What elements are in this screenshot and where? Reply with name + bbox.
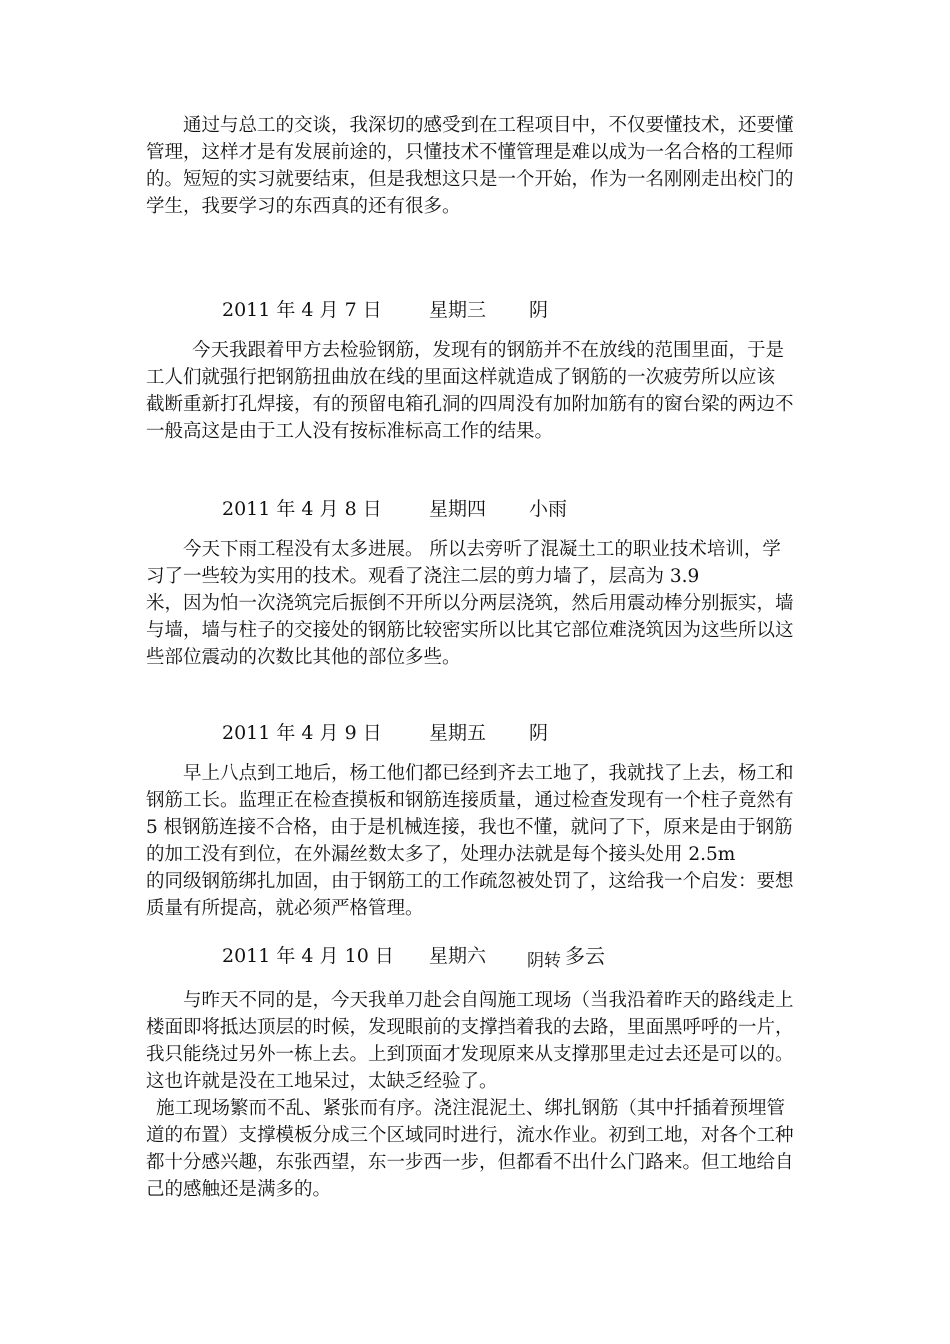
text-line: 都十分感兴趣，东张西望，东一步西一步，但都看不出什么门路来。但工地给自 <box>146 1152 794 1173</box>
text-line: 这也许就是没在工地呆过，太缺乏经验了。 <box>146 1071 498 1092</box>
entry-weather: 阴 <box>529 722 549 744</box>
text-line: 己的感触还是满多的。 <box>146 1179 332 1200</box>
entry-date: 2011 年 4 月 7 日 <box>222 299 382 321</box>
text-line: 今天我跟着甲方去检验钢筋，发现有的钢筋并不在放线的范围里面，于是 <box>192 340 785 361</box>
entry-weather: 多云 <box>565 944 605 968</box>
text-line: 学生，我要学习的东西真的还有很多。 <box>146 196 461 217</box>
entry-paragraph <box>146 987 814 1203</box>
text-line: 一般高这是由于工人没有按标准标高工作的结果。 <box>146 421 554 442</box>
entry-date: 2011 年 4 月 8 日 <box>222 498 382 520</box>
entry-paragraph <box>146 337 814 445</box>
entry-weather: 小雨 <box>529 498 568 520</box>
entry-paragraph <box>146 536 814 671</box>
entry-weather: 阴转 <box>527 951 561 971</box>
entry-paragraph <box>146 760 814 922</box>
entry-weekday: 星期三 <box>429 299 487 321</box>
entry-weekday: 星期六 <box>429 945 487 967</box>
entry-date: 2011 年 4 月 10 日 <box>222 945 394 967</box>
intro-paragraph <box>146 112 814 220</box>
text-line: 的。短短的实习就要结束，但是我想这只是一个开始，作为一名刚刚走出校门的 <box>146 169 794 190</box>
text-line: 早上八点到工地后，杨工他们都已经到齐去工地了，我就找了上去，杨工和 <box>183 763 794 784</box>
text-line: 截断重新打孔焊接，有的预留电箱孔洞的四周没有加附加筋有的窗台梁的两边不 <box>146 394 794 415</box>
entry-weekday: 星期四 <box>429 498 487 520</box>
text-line: 今天下雨工程没有太多进展。 所以去旁听了混凝土工的职业技术培训，学 <box>183 539 781 560</box>
entry-weekday: 星期五 <box>429 722 487 744</box>
text-line: 楼面即将抵达顶层的时候，发现眼前的支撑挡着我的去路，里面黑呼呼的一片， <box>146 1017 794 1038</box>
text-line: 的加工没有到位，在外漏丝数太多了，处理办法就是每个接头处用 2.5m <box>146 844 736 865</box>
text-line: 道的布置）支撑模板分成三个区域同时进行，流水作业。初到工地，对各个工种 <box>146 1125 794 1146</box>
entry-weather: 阴 <box>529 299 549 321</box>
text-line: 米，因为怕一次浇筑完后振倒不开所以分两层浇筑，然后用震动棒分别振实，墙 <box>146 593 794 614</box>
text-line: 与昨天不同的是，今天我单刀赴会自闯施工现场（当我沿着昨天的路线走上 <box>183 990 794 1011</box>
text-line: 习了一些较为实用的技术。观看了浇注二层的剪力墙了，层高为 3.9 <box>146 566 700 587</box>
text-line: 与墙，墙与柱子的交接处的钢筋比较密实所以比其它部位难浇筑因为这些所以这 <box>146 620 794 641</box>
text-line: 5 根钢筋连接不合格，由于是机械连接，我也不懂，就问了下，原来是由于钢筋 <box>146 817 793 838</box>
entry-date: 2011 年 4 月 9 日 <box>222 722 382 744</box>
text-line: 施工现场繁而不乱、紧张而有序。浇注混泥土、绑扎钢筋（其中扦插着预埋管 <box>156 1098 786 1119</box>
text-line: 些部位震动的次数比其他的部位多些。 <box>146 647 461 668</box>
text-line: 钢筋工长。监理正在检查摸板和钢筋连接质量，通过检查发现有一个柱子竟然有 <box>146 790 794 811</box>
text-line: 的同级钢筋绑扎加固，由于钢筋工的工作疏忽被处罚了，这给我一个启发：要想 <box>146 871 794 892</box>
text-line: 通过与总工的交谈，我深切的感受到在工程项目中，不仅要懂技术，还要懂 <box>183 115 794 136</box>
text-line: 质量有所提高，就必须严格管理。 <box>146 898 424 919</box>
text-line: 工人们就强行把钢筋扭曲放在线的里面这样就造成了钢筋的一次疲劳所以应该 <box>146 367 776 388</box>
text-line: 我只能绕过另外一栋上去。上到顶面才发现原来从支撑那里走过去还是可以的。 <box>146 1044 794 1065</box>
text-line: 管理，这样才是有发展前途的，只懂技术不懂管理是难以成为一名合格的工程师 <box>146 142 794 163</box>
